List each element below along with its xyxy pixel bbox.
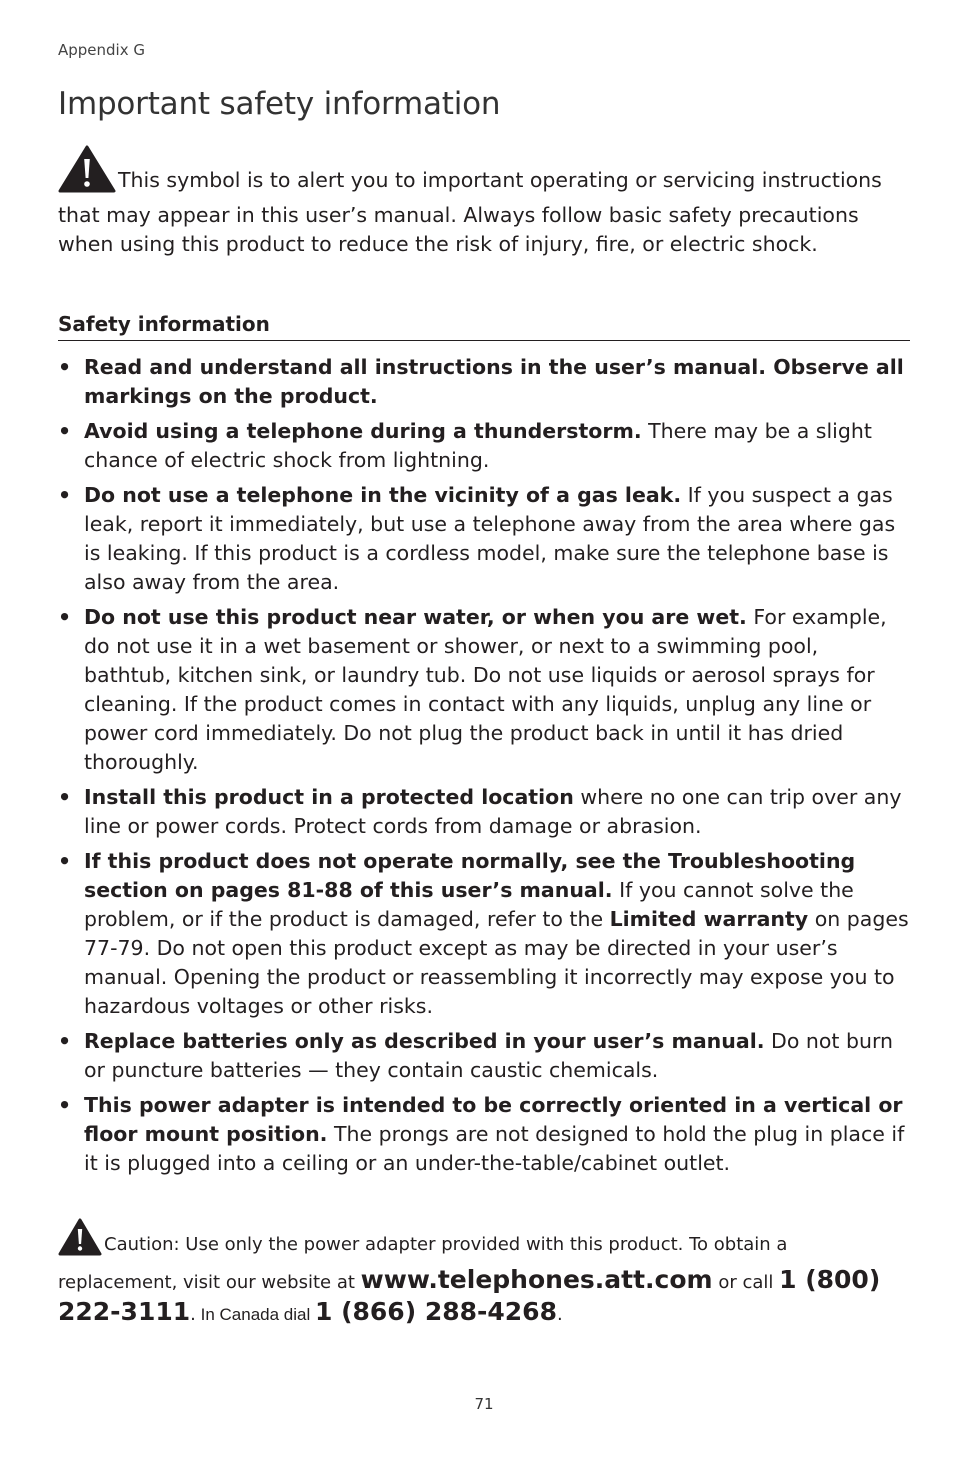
bullet: •: [58, 419, 72, 443]
canada-text: In Canada dial: [195, 1305, 315, 1324]
item-text: If you cannot solve the problem, or if the product is damaged, refer to the: [84, 878, 854, 931]
limited-warranty-ref: Limited warranty: [609, 907, 809, 931]
bullet: •: [58, 1093, 72, 1117]
item-text: Do not burn or puncture batteries — they contain caustic chemicals.: [84, 1029, 894, 1082]
item-bold: Do not use a telephone in the vicinity of a gas leak.: [84, 483, 682, 507]
item-bold: Do not use this product near water, or when you are wet.: [84, 605, 747, 629]
bullet: •: [58, 785, 72, 809]
list-item: [58, 353, 910, 411]
bullet: •: [58, 849, 72, 873]
item-bold: If this product does not operate normally, see the Troubleshooting section on pages 81-88 of this user’s manual.: [84, 849, 856, 902]
website-link[interactable]: www.telephones.att.com: [360, 1265, 713, 1294]
item-text: The prongs are not designed to hold the plug in place if it is plugged into a ceiling or an under-the-table/cabinet outlet.: [84, 1122, 905, 1175]
bullet: •: [58, 1029, 72, 1053]
list-item: [58, 417, 910, 475]
list-item: [58, 1091, 910, 1178]
safety-list: [58, 353, 910, 1184]
item-bold: This power adapter is intended to be correctly oriented in a vertical or floor mount position.: [84, 1093, 903, 1146]
page-number: 71: [474, 1395, 494, 1413]
item-text: where no one can trip over any line or power cords. Protect cords from damage or abrasion.: [84, 785, 902, 838]
item-text: There may be a slight chance of electric shock from lightning.: [84, 419, 872, 472]
caution-triangle-icon: [58, 1218, 102, 1265]
list-item: [58, 1027, 910, 1085]
page-title: Important safety information: [58, 86, 501, 122]
item-text-continued: on pages 77-79. Do not open this product except as may be directed in your user’s manual. Opening the product or reassembling it incorrectly may expose you to hazardous voltages or other risks.: [84, 907, 909, 1018]
section-heading: Safety information: [58, 312, 910, 341]
warning-triangle-icon: [58, 145, 116, 201]
item-bold: Install this product in a protected location: [84, 785, 574, 809]
caution-text: Caution: Use only the power adapter provided with this product. To obtain a replacement, visit our website at: [58, 1234, 788, 1293]
item-text: For example, do not use it in a wet basement or shower, or next to a swimming pool, bathtub, kitchen sink, or laundry tub. Do not use liquids or aerosol sprays for cleaning. If the product comes in contact with any liquids, unplug any line or power cord immediately. Do not plug the product back in until it has dried thoroughly.: [84, 605, 887, 774]
item-text: If you suspect a gas leak, report it immediately, but use a telephone away from the area where gas is leaking. If this product is a cordless model, make sure the telephone base is also away from the area.: [84, 483, 896, 594]
us-phone-number: 1 (800) 222-3111: [58, 1265, 881, 1326]
running-head: Appendix G: [58, 41, 145, 59]
canada-phone-number: 1 (866) 288-4268: [314, 1297, 557, 1326]
list-item: [58, 481, 910, 597]
list-item: [58, 783, 910, 841]
intro-paragraph: [58, 145, 910, 259]
caution-paragraph: [58, 1218, 910, 1329]
item-bold: Avoid using a telephone during a thunderstorm.: [84, 419, 642, 443]
list-item: [58, 603, 910, 777]
intro-text: This symbol is to alert you to important operating or servicing instructions that may appear in this user’s manual. Always follow basic safety precautions when using this product to reduce the risk of injury, fire, or electric shock.: [58, 168, 882, 256]
bullet: •: [58, 483, 72, 507]
period: .: [556, 1304, 563, 1325]
bullet: •: [58, 355, 72, 379]
item-bold: Read and understand all instructions in the user’s manual. Observe all markings on the product.: [84, 355, 904, 408]
bullet: •: [58, 605, 72, 629]
list-item: [58, 847, 910, 1021]
item-bold: Replace batteries only as described in your user’s manual.: [84, 1029, 765, 1053]
period: .: [190, 1304, 196, 1325]
or-call-text: or call: [712, 1272, 780, 1293]
